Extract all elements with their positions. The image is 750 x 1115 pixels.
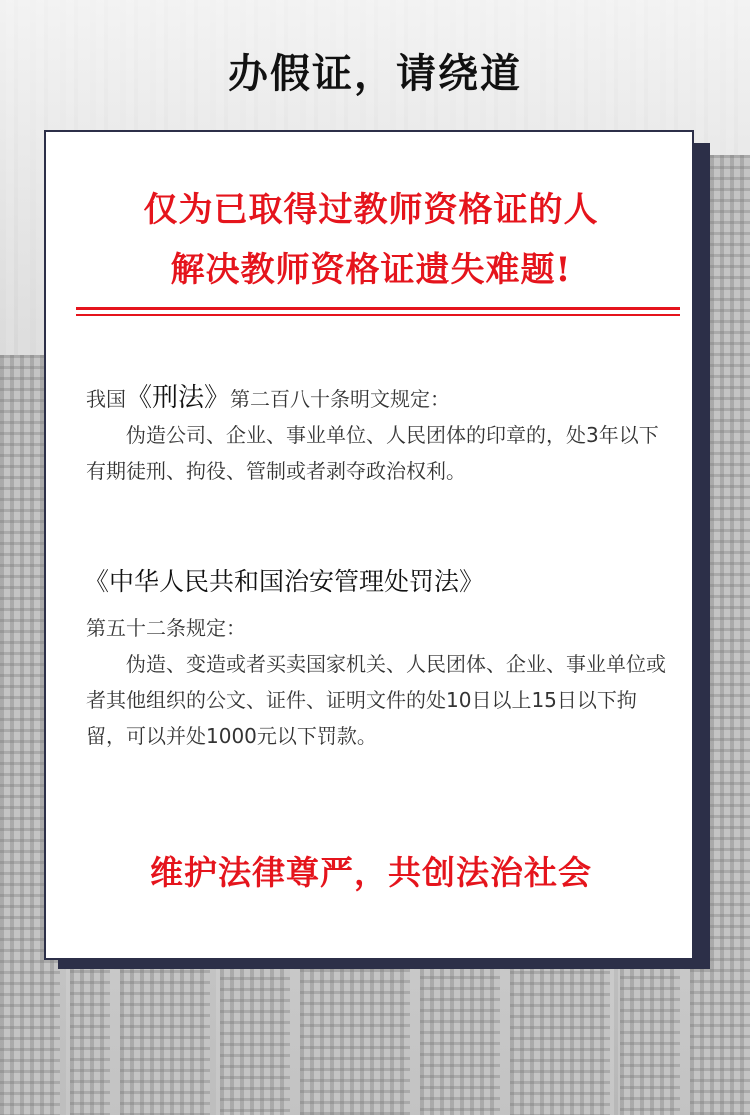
headline-line-2: 解决教师资格证遗失难题! xyxy=(170,250,572,290)
public-security-law-name: 《中华人民共和国治安管理处罚法》 xyxy=(84,567,485,596)
criminal-law-name: 《刑法》 xyxy=(126,383,231,413)
page-title: 办假证，请绕道 xyxy=(228,51,522,97)
criminal-law-text: 伪造公司、企业、事业单位、人民团体的印章的，处3年以下有期徒刑、拘役、管制或者剥夺政治权利。 xyxy=(86,423,659,483)
notice-card xyxy=(44,130,694,960)
criminal-law-section xyxy=(86,380,676,489)
divider-thin xyxy=(76,314,680,316)
headline-line-1: 仅为已取得过教师资格证的人 xyxy=(143,190,599,230)
divider-thick xyxy=(76,307,680,310)
public-security-law-text: 伪造、变造或者买卖国家机关、人民团体、企业、事业单位或者其他组织的公文、证件、证明文件的处10日以上15日以下拘留，可以并处1000元以下罚款。 xyxy=(86,652,666,748)
public-security-law-section xyxy=(86,610,676,754)
slogan: 维护法律尊严，共创法治社会 xyxy=(150,853,592,892)
public-security-law-article: 第五十二条规定： xyxy=(86,616,246,640)
criminal-law-heading: 我国《刑法》第二百八十条明文规定： xyxy=(86,383,451,413)
